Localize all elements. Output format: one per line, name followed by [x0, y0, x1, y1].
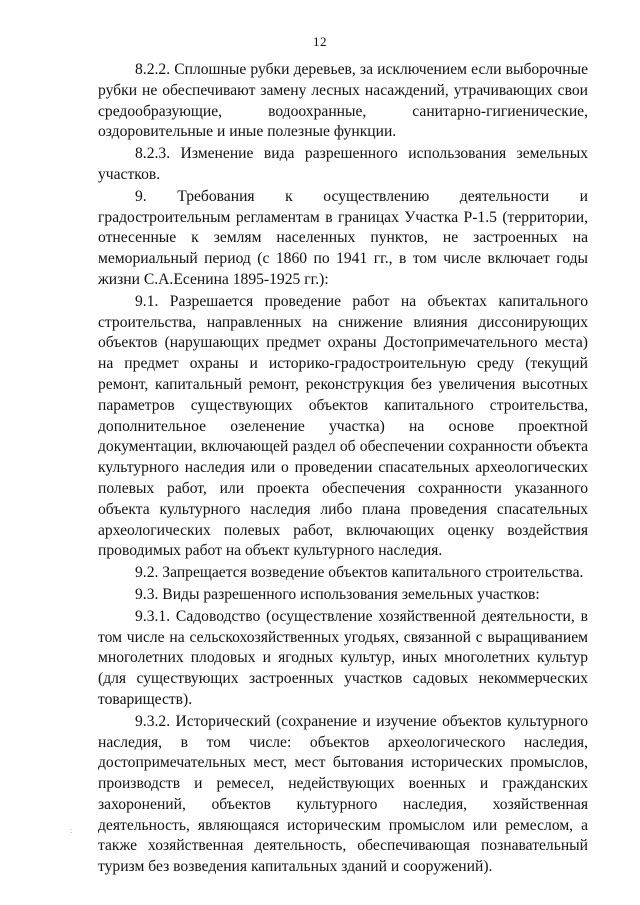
paragraph-8-2-2: 8.2.2. Сплошные рубки деревьев, за исключением если выборочные рубки не обеспечивают замену лесных насаждений, утрачивающих свои средообразующие, водоохранные, санитарно-гигиенические, оздоровительные и иные полезные функции.: [98, 61, 588, 141]
paragraph-9-1: 9.1. Разрешается проведение работ на объектах капитального строительства, направленных на снижение влияния диссонирующих объектов (нарушающих предмет охраны Достопримечательного места) на предмет охраны и историко-градостроительную среду (текущий ремонт, капитальный ремонт, реконструкция без увеличения высотных параметров существующих объектов капитального строительства, дополнительное озеленение участка) на основе проектной документации, включающей раздел об обеспечении сохранности объекта культурного наследия или о проведении спасательных археологических полевых работ, или проекта обеспечения сохранности указанного объекта культурного наследия либо плана проведения спасательных археологических полевых работ, включающих оценку воздействия проводимых работ на объект культурного наследия.: [98, 292, 588, 560]
paragraph-9: 9. Требования к осуществлению деятельности и градостроительным регламентам в границах Участка Р-1.5 (территории, отнесенные к землям населенных пунктов, не застроенных на мемориальный период (с 1860 по 1941 гг., в том числе включает годы жизни С.А.Есенина 1895-1925 гг.):: [98, 187, 588, 288]
document-body: [98, 60, 588, 878]
scan-artifact-mark: :: [70, 826, 73, 835]
paragraph-9-2: 9.2. Запрещается возведение объектов капитального строительства.: [135, 564, 584, 582]
paragraph-9-3-2: 9.3.2. Исторический (сохранение и изучение объектов культурного наследия, в том числе: объектов археологического наследия, достопримечательных мест, мест бытования исторических промыслов, производств и ремесел, недействующих военных и гражданских захоронений, объектов культурного наследия, хозяйственная деятельность, являющаяся историческим промыслом или ремеслом, а также хозяйственная деятельность, обеспечивающая познавательный туризм без возведения капитальных зданий и сооружений).: [98, 712, 588, 876]
page-number: 12: [313, 34, 327, 49]
paragraph-9-3-1: 9.3.1. Садоводство (осуществление хозяйственной деятельности, в том числе на сельскохозяйственных угодьях, связанной с выращиванием многолетних плодовых и ягодных культур, иных многолетних культур (для существующих застроенных участков садовых некоммерческих товариществ).: [98, 607, 588, 708]
paragraph-9-3: 9.3. Виды разрешенного использования земельных участков:: [135, 585, 540, 603]
paragraph-8-2-3: 8.2.3. Изменение вида разрешенного использования земельных участков.: [98, 145, 588, 183]
